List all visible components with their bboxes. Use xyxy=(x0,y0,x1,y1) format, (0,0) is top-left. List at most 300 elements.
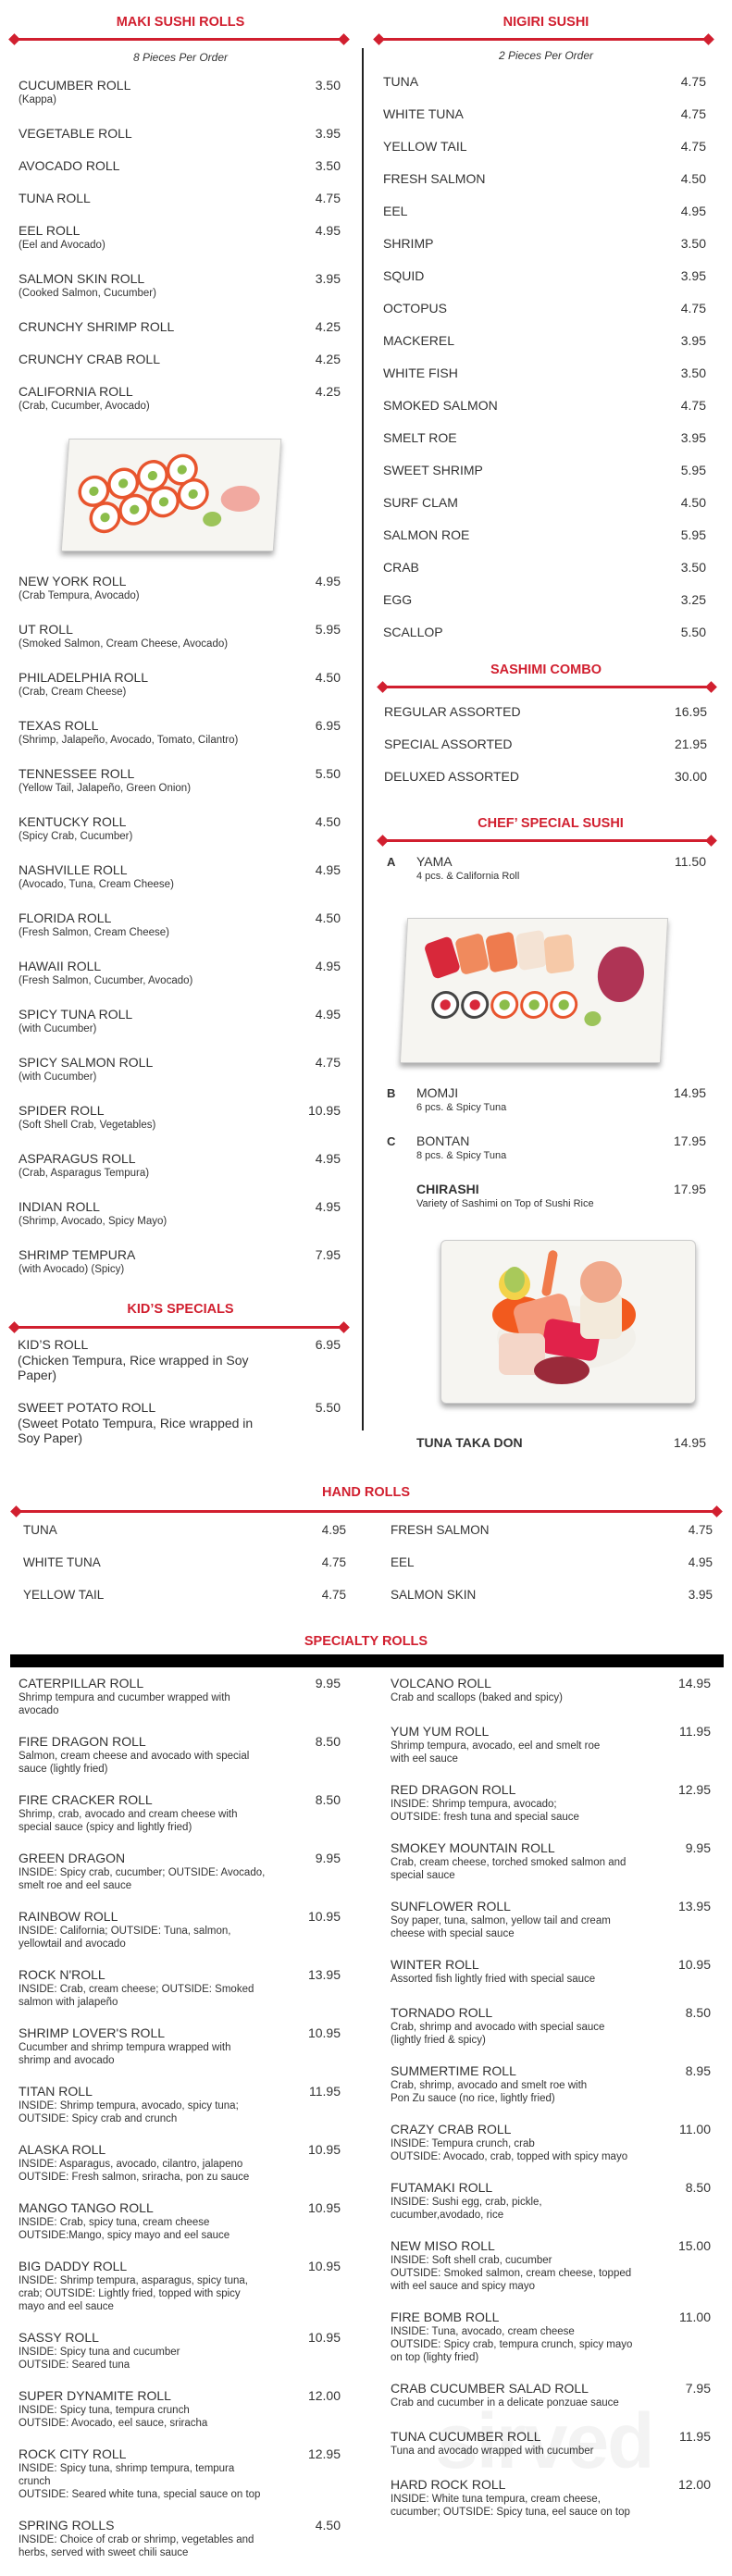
menu-item[interactable] xyxy=(19,1199,341,1247)
chef-list xyxy=(387,1085,706,1230)
item-price: 4.75 xyxy=(688,1523,713,1537)
item-price: 5.50 xyxy=(680,625,706,639)
menu-item[interactable] xyxy=(383,74,706,106)
item-price: 4.75 xyxy=(680,139,706,154)
chef-list xyxy=(387,854,706,902)
chef-section-title: CHEF’ SPECIAL SUSHI xyxy=(478,816,624,831)
item-description: (Crab Tempura, Avocado) xyxy=(19,590,140,601)
menu-item[interactable] xyxy=(19,1967,341,2025)
item-description: (Kappa) xyxy=(19,94,56,105)
menu-item[interactable] xyxy=(19,126,341,158)
item-price: 5.95 xyxy=(315,622,341,637)
item-name: WHITE TUNA xyxy=(23,1555,101,1569)
menu-item[interactable] xyxy=(391,1522,713,1554)
menu-item[interactable] xyxy=(19,384,341,432)
item-name: SMOKEY MOUNTAIN ROLL xyxy=(391,1840,555,1855)
item-description: INSIDE: Sushi egg, crab, pickle, cucumber,avodado, rice xyxy=(391,2197,542,2221)
specialty-list-left xyxy=(19,1676,341,2576)
menu-item[interactable] xyxy=(383,365,706,398)
item-price: 4.50 xyxy=(315,670,341,685)
kids-list xyxy=(18,1337,341,1463)
item-description: INSIDE: Crab, cream cheese; OUTSIDE: Smoked salmon with jalapeño xyxy=(19,1984,254,2008)
item-description: (with Cucumber) xyxy=(19,1071,97,1083)
maki-subtitle: 8 Pieces Per Order xyxy=(132,51,229,64)
item-description: Variety of Sashimi on Top of Sushi Rice xyxy=(416,1198,594,1209)
menu-item[interactable] xyxy=(19,1007,341,1055)
item-name: NEW YORK ROLL xyxy=(19,574,127,588)
menu-item[interactable] xyxy=(23,1522,346,1554)
item-description: Crab, shrimp, avocado and smelt roe with Pon Zu sauce (no rice, lightly fried) xyxy=(391,2080,588,2104)
item-price: 10.95 xyxy=(307,1909,341,1924)
item-name: SWEET POTATO ROLL xyxy=(18,1400,156,1415)
item-description: Cucumber and shrimp tempura wrapped with shrimp and avocado xyxy=(19,2042,231,2066)
item-price: 15.00 xyxy=(677,2238,711,2253)
menu-item[interactable] xyxy=(19,1734,341,1792)
item-description: (Eel and Avocado) xyxy=(19,240,105,251)
menu-item[interactable] xyxy=(391,1587,713,1619)
item-price: 4.95 xyxy=(315,959,341,973)
item-name: SPIDER ROLL xyxy=(19,1103,105,1118)
menu-item[interactable] xyxy=(19,622,341,670)
menu-item[interactable] xyxy=(391,2063,711,2122)
item-description: (Smoked Salmon, Cream Cheese, Avocado) xyxy=(19,638,229,650)
menu-item[interactable] xyxy=(391,2310,711,2381)
item-price: 4.50 xyxy=(315,814,341,829)
item-price: 17.95 xyxy=(673,1182,706,1196)
menu-item[interactable] xyxy=(19,910,341,959)
item-name: UT ROLL xyxy=(19,622,73,637)
menu-item[interactable] xyxy=(19,574,341,622)
item-name: CRUNCHY CRAB ROLL xyxy=(19,352,160,366)
menu-item[interactable] xyxy=(391,1554,713,1587)
item-name: WINTER ROLL xyxy=(391,1957,479,1972)
item-price: 11.95 xyxy=(679,2429,711,2444)
section-divider xyxy=(379,38,708,41)
item-price: 4.75 xyxy=(321,1555,346,1569)
item-price: 11.00 xyxy=(679,2310,711,2324)
item-price: 3.50 xyxy=(680,236,706,251)
menu-item[interactable] xyxy=(19,158,341,191)
item-price: 4.50 xyxy=(315,910,341,925)
item-price: 3.50 xyxy=(315,158,341,173)
item-description: (Crab, Asparagus Tempura) xyxy=(19,1168,150,1179)
menu-item[interactable] xyxy=(19,78,341,126)
menu-item[interactable] xyxy=(19,1151,341,1199)
item-price: 9.95 xyxy=(315,1851,341,1865)
item-description: INSIDE: Soft shell crab, cucumber OUTSIDE: Smoked salmon, cream cheese, topped with eel sauce and spicy mayo xyxy=(391,2255,632,2292)
menu-item[interactable] xyxy=(19,1103,341,1151)
menu-item[interactable] xyxy=(391,1724,711,1782)
item-name: OCTOPUS xyxy=(383,301,447,316)
item-description: (Shrimp, Avocado, Spicy Mayo) xyxy=(19,1216,167,1227)
item-description: INSIDE: Tuna, avocado, cream cheese OUTSIDE: Spicy crab, tempura crunch, spicy mayo on top (lighty fried) xyxy=(391,2326,633,2363)
item-price: 4.50 xyxy=(680,495,706,510)
item-name: ALASKA ROLL xyxy=(19,2142,106,2157)
item-description: Crab, shrimp and avocado with special sauce (lightly fried & spicy) xyxy=(391,2022,605,2046)
item-price: 10.95 xyxy=(307,2142,341,2157)
item-description: (Fresh Salmon, Cream Cheese) xyxy=(19,927,169,938)
item-name: CRAB xyxy=(383,560,419,575)
item-price: 4.75 xyxy=(680,74,706,89)
item-name: WHITE TUNA xyxy=(383,106,464,121)
item-price: 3.50 xyxy=(315,78,341,93)
nigiri-section-title: NIGIRI SUSHI xyxy=(502,15,589,30)
item-description: (Sweet Potato Tempura, Rice wrapped in Soy Paper) xyxy=(18,1416,254,1445)
menu-item[interactable] xyxy=(387,1182,706,1230)
item-name: YELLOW TAIL xyxy=(383,139,467,154)
item-name: SPICY TUNA ROLL xyxy=(19,1007,133,1022)
menu-item[interactable] xyxy=(383,333,706,365)
menu-item[interactable] xyxy=(19,2446,341,2518)
item-name: BIG DADDY ROLL xyxy=(19,2259,128,2273)
item-price: 3.95 xyxy=(688,1588,713,1602)
menu-item[interactable] xyxy=(19,959,341,1007)
item-price: 14.95 xyxy=(677,1676,711,1690)
menu-item[interactable] xyxy=(391,1782,711,1840)
item-name: NEW MISO ROLL xyxy=(391,2238,495,2253)
item-price: 13.95 xyxy=(307,1967,341,1982)
item-price: 11.50 xyxy=(675,854,706,869)
item-name: FLORIDA ROLL xyxy=(19,910,112,925)
yama-photo xyxy=(400,918,668,1063)
nigiri-subtitle: 2 Pieces Per Order xyxy=(498,49,594,62)
wasabi xyxy=(203,512,222,526)
item-price: 10.95 xyxy=(307,2330,341,2345)
nigiri-list xyxy=(383,74,706,657)
item-price: 11.95 xyxy=(679,1724,711,1739)
item-price: 4.75 xyxy=(680,398,706,413)
menu-item[interactable] xyxy=(19,2259,341,2330)
item-description: 4 pcs. & California Roll xyxy=(416,871,520,882)
section-divider xyxy=(383,839,711,842)
item-name: SHRIMP LOVER'S ROLL xyxy=(19,2025,166,2040)
item-name: SASSY ROLL xyxy=(19,2330,99,2345)
menu-item[interactable] xyxy=(19,191,341,223)
item-name: HAWAII ROLL xyxy=(19,959,102,973)
item-price: 4.75 xyxy=(321,1588,346,1602)
item-price: 17.95 xyxy=(673,1133,706,1148)
item-price: 12.95 xyxy=(677,1782,711,1797)
item-name: SWEET SHRIMP xyxy=(383,463,483,477)
item-description: Tuna and avocado wrapped with cucumber xyxy=(391,2446,594,2457)
item-price: 3.50 xyxy=(680,560,706,575)
item-description: (Yellow Tail, Jalapeño, Green Onion) xyxy=(19,783,192,794)
menu-item[interactable] xyxy=(19,862,341,910)
menu-item[interactable] xyxy=(23,1587,346,1619)
item-name: SHRIMP xyxy=(383,236,434,251)
item-price: 5.95 xyxy=(680,527,706,542)
menu-item[interactable] xyxy=(19,1851,341,1909)
item-price: 10.95 xyxy=(307,2025,341,2040)
menu-item[interactable] xyxy=(19,2330,341,2388)
section-divider-bar xyxy=(10,1654,724,1667)
menu-item[interactable] xyxy=(383,268,706,301)
item-description: INSIDE: Asparagus, avocado, cilantro, jalapeno OUTSIDE: Fresh salmon, sriracha, pon zu sauce xyxy=(19,2159,250,2183)
item-name: YELLOW TAIL xyxy=(23,1588,105,1602)
item-description: INSIDE: Shrimp tempura, avocado; OUTSIDE: fresh tuna and special sauce xyxy=(391,1799,579,1823)
item-name: KID’S ROLL xyxy=(18,1337,89,1352)
item-price: 3.95 xyxy=(680,430,706,445)
item-name: AVOCADO ROLL xyxy=(19,158,120,173)
menu-item[interactable] xyxy=(383,592,706,625)
menu-item[interactable] xyxy=(383,236,706,268)
item-price: 7.95 xyxy=(685,2381,711,2396)
item-name: FIRE DRAGON ROLL xyxy=(19,1734,146,1749)
menu-item[interactable] xyxy=(19,1055,341,1103)
menu-item[interactable] xyxy=(383,430,706,463)
hand-rolls-section-title: HAND ROLLS xyxy=(321,1485,411,1500)
sashimi-list xyxy=(384,704,707,801)
item-name: SMOKED SALMON xyxy=(383,398,498,413)
item-price: 3.25 xyxy=(680,592,706,607)
item-name: SALMON ROE xyxy=(383,527,470,542)
menu-item[interactable] xyxy=(387,854,706,902)
item-description: INSIDE: Shrimp tempura, avocado, spicy tuna; OUTSIDE: Spicy crab and crunch xyxy=(19,2100,239,2124)
menu-item[interactable] xyxy=(391,2238,711,2310)
item-price: 13.95 xyxy=(677,1899,711,1913)
item-price: 4.50 xyxy=(315,2518,341,2533)
item-name: GREEN DRAGON xyxy=(19,1851,126,1865)
menu-item[interactable] xyxy=(391,1840,711,1899)
menu-item[interactable] xyxy=(391,1957,711,2005)
menu-item[interactable] xyxy=(23,1554,346,1587)
item-price: 21.95 xyxy=(674,737,707,751)
item-name: SURF CLAM xyxy=(383,495,458,510)
item-price: 4.95 xyxy=(315,1199,341,1214)
item-price: 4.95 xyxy=(315,574,341,588)
item-price: 4.95 xyxy=(315,1151,341,1166)
item-price: 5.50 xyxy=(315,766,341,781)
item-name: SUPER DYNAMITE ROLL xyxy=(19,2388,171,2403)
item-price: 12.95 xyxy=(307,2446,341,2461)
item-name: CRAZY CRAB ROLL xyxy=(391,2122,512,2136)
menu-item[interactable] xyxy=(19,271,341,319)
item-price: 4.75 xyxy=(680,301,706,316)
menu-item[interactable] xyxy=(391,2122,711,2180)
item-description: INSIDE: Spicy tuna and cucumber OUTSIDE: Seared tuna xyxy=(19,2347,180,2371)
item-name: TUNA xyxy=(23,1523,57,1537)
item-price: 4.95 xyxy=(688,1555,713,1569)
column-divider xyxy=(362,48,364,1430)
item-price: 10.95 xyxy=(307,1103,341,1118)
menu-item[interactable] xyxy=(19,718,341,766)
menu-item[interactable] xyxy=(18,1337,341,1400)
specialty-section-title: SPECIALTY ROLLS xyxy=(304,1634,428,1649)
item-name: SCALLOP xyxy=(383,625,443,639)
item-description: INSIDE: California; OUTSIDE: Tuna, salmon, yellowtail and avocado xyxy=(19,1926,231,1950)
item-price: 4.95 xyxy=(315,223,341,238)
menu-item[interactable] xyxy=(383,204,706,236)
item-price: 3.95 xyxy=(680,268,706,283)
item-name: REGULAR ASSORTED xyxy=(384,704,521,719)
menu-item[interactable] xyxy=(391,2180,711,2238)
item-name: FRESH SALMON xyxy=(391,1523,490,1537)
menu-item[interactable] xyxy=(387,1435,706,1483)
item-price: 4.95 xyxy=(680,204,706,218)
item-price: 12.00 xyxy=(307,2388,341,2403)
menu-item[interactable] xyxy=(19,1792,341,1851)
menu-item[interactable] xyxy=(383,495,706,527)
item-name: DELUXED ASSORTED xyxy=(384,769,520,784)
item-price: 4.25 xyxy=(315,319,341,334)
menu-item[interactable] xyxy=(387,1133,706,1182)
item-description: INSIDE: Tempura crunch, crab OUTSIDE: Avocado, crab, topped with spicy mayo xyxy=(391,2138,628,2162)
menu-item[interactable] xyxy=(19,2518,341,2576)
item-price: 3.95 xyxy=(680,333,706,348)
menu-item[interactable] xyxy=(19,2142,341,2200)
item-name: SQUID xyxy=(383,268,425,283)
item-price: 7.95 xyxy=(315,1247,341,1262)
item-price: 12.00 xyxy=(677,2477,711,2492)
menu-item[interactable] xyxy=(19,814,341,862)
menu-item[interactable] xyxy=(383,301,706,333)
section-divider xyxy=(15,1326,343,1329)
item-description: 6 pcs. & Spicy Tuna xyxy=(416,1102,507,1113)
item-price: 11.00 xyxy=(679,2122,711,2136)
menu-item[interactable] xyxy=(391,1899,711,1957)
item-price: 5.50 xyxy=(315,1400,341,1415)
menu-item[interactable] xyxy=(384,737,707,769)
item-price: 8.50 xyxy=(685,2005,711,2020)
section-divider xyxy=(17,1510,716,1513)
item-description: INSIDE: Spicy tuna, tempura crunch OUTSIDE: Avocado, eel sauce, sriracha xyxy=(19,2405,208,2429)
item-price: 10.95 xyxy=(677,1957,711,1972)
menu-item[interactable] xyxy=(19,2200,341,2259)
item-price: 3.50 xyxy=(680,365,706,380)
hand-rolls-list-left xyxy=(23,1522,346,1619)
section-divider xyxy=(15,38,343,41)
california-roll-photo xyxy=(61,439,282,551)
item-description: (Avocado, Tuna, Cream Cheese) xyxy=(19,879,174,890)
item-description: INSIDE: Choice of crab or shrimp, vegetables and herbs, served with sweet chili sauce xyxy=(19,2534,254,2558)
item-letter: A xyxy=(387,855,396,869)
item-description: Assorted fish lightly fried with special sauce xyxy=(391,1974,596,1985)
item-description: (Fresh Salmon, Cucumber, Avocado) xyxy=(19,975,193,986)
item-name: WHITE FISH xyxy=(383,365,458,380)
menu-item[interactable] xyxy=(19,1909,341,1967)
item-description: Soy paper, tuna, salmon, yellow tail and cream cheese with special sauce xyxy=(391,1915,611,1939)
item-description: (Crab, Cucumber, Avocado) xyxy=(19,401,150,412)
menu-item[interactable] xyxy=(19,2084,341,2142)
menu-item[interactable] xyxy=(19,1247,341,1295)
item-name: CRAB CUCUMBER SALAD ROLL xyxy=(391,2381,589,2396)
item-letter: B xyxy=(387,1086,396,1100)
item-description: (Shrimp, Jalapeño, Avocado, Tomato, Cilantro) xyxy=(19,735,239,746)
item-name: TITAN ROLL xyxy=(19,2084,93,2099)
item-letter: C xyxy=(387,1134,396,1148)
item-description: (Chicken Tempura, Rice wrapped in Soy Paper) xyxy=(18,1353,249,1382)
item-name: INDIAN ROLL xyxy=(19,1199,100,1214)
maki-section-title: MAKI SUSHI ROLLS xyxy=(116,15,245,30)
item-price: 14.95 xyxy=(673,1085,706,1100)
menu-item[interactable] xyxy=(19,223,341,271)
item-name: ASPARAGUS ROLL xyxy=(19,1151,136,1166)
item-description: INSIDE: Shrimp tempura, asparagus, spicy tuna, crab; OUTSIDE: Lightly fried, topped with spicy mayo and eel sauce xyxy=(19,2275,248,2312)
item-description: INSIDE: Spicy tuna, shrimp tempura, tempura crunch OUTSIDE: Seared white tuna, special sauce on top xyxy=(19,2463,261,2500)
item-name: TORNADO ROLL xyxy=(391,2005,493,2020)
menu-item[interactable] xyxy=(19,319,341,352)
menu-item[interactable] xyxy=(383,560,706,592)
menu-item[interactable] xyxy=(383,106,706,139)
item-price: 9.95 xyxy=(315,1676,341,1690)
item-price: 8.50 xyxy=(315,1792,341,1807)
menu-item[interactable] xyxy=(19,352,341,384)
menu-item[interactable] xyxy=(383,625,706,657)
ginger xyxy=(220,486,261,512)
item-price: 4.95 xyxy=(321,1523,346,1537)
menu-item[interactable] xyxy=(383,527,706,560)
menu-item[interactable] xyxy=(19,766,341,814)
item-name: ROCK CITY ROLL xyxy=(19,2446,127,2461)
menu-item[interactable] xyxy=(384,704,707,737)
item-description: Crab and scallops (baked and spicy) xyxy=(391,1692,564,1703)
item-name: TENNESSEE ROLL xyxy=(19,766,135,781)
item-name: SALMON SKIN ROLL xyxy=(19,271,145,286)
item-name: VOLCANO ROLL xyxy=(391,1676,491,1690)
item-name: MANGO TANGO ROLL xyxy=(19,2200,154,2215)
item-name: SHRIMP TEMPURA xyxy=(19,1247,136,1262)
item-name: SMELT ROE xyxy=(383,430,457,445)
item-price: 10.95 xyxy=(307,2200,341,2215)
menu-item[interactable] xyxy=(383,171,706,204)
item-price: 10.95 xyxy=(307,2259,341,2273)
item-price: 3.95 xyxy=(315,271,341,286)
item-name: SALMON SKIN xyxy=(391,1588,477,1602)
item-description: 8 pcs. & Spicy Tuna xyxy=(416,1150,507,1161)
item-name: FIRE CRACKER ROLL xyxy=(19,1792,153,1807)
item-description: INSIDE: White tuna tempura, cream cheese, cucumber; OUTSIDE: Spicy tuna, eel sauce on top xyxy=(391,2494,630,2518)
item-name: TEXAS ROLL xyxy=(19,718,99,733)
item-name: EEL ROLL xyxy=(19,223,81,238)
item-name: TUNA TAKA DON xyxy=(416,1435,523,1450)
menu-item[interactable] xyxy=(383,398,706,430)
item-price: 4.25 xyxy=(315,352,341,366)
menu-item[interactable] xyxy=(19,1676,341,1734)
item-name: EEL xyxy=(391,1555,415,1569)
menu-item[interactable] xyxy=(391,2005,711,2063)
item-name: RED DRAGON ROLL xyxy=(391,1782,516,1797)
item-description: (Spicy Crab, Cucumber) xyxy=(19,831,133,842)
item-description: (with Cucumber) xyxy=(19,1023,97,1034)
section-divider xyxy=(383,686,711,688)
menu-item[interactable] xyxy=(391,1676,711,1724)
item-description: INSIDE: Spicy crab, cucumber; OUTSIDE: Avocado, smelt roe and eel sauce xyxy=(19,1867,266,1891)
item-name: TUNA ROLL xyxy=(19,191,91,205)
menu-item[interactable] xyxy=(19,670,341,718)
item-price: 14.95 xyxy=(673,1435,706,1450)
menu-item[interactable] xyxy=(383,139,706,171)
item-description: (Soft Shell Crab, Vegetables) xyxy=(19,1120,156,1131)
item-price: 11.95 xyxy=(309,2084,341,2099)
menu-item[interactable] xyxy=(383,463,706,495)
maki-list xyxy=(19,574,341,1295)
menu-item[interactable] xyxy=(387,1085,706,1133)
item-name: YAMA xyxy=(416,854,453,869)
kids-section-title: KID’S SPECIALS xyxy=(127,1302,234,1317)
item-price: 8.50 xyxy=(685,2180,711,2195)
item-price: 4.25 xyxy=(315,384,341,399)
chef-list xyxy=(387,1435,706,1483)
item-description: (Crab, Cream Cheese) xyxy=(19,687,127,698)
item-price: 6.95 xyxy=(315,1337,341,1352)
menu-item[interactable] xyxy=(384,769,707,801)
item-name: MACKEREL xyxy=(383,333,455,348)
menu-item[interactable] xyxy=(18,1400,341,1463)
menu-item[interactable] xyxy=(19,2025,341,2084)
menu-item[interactable] xyxy=(19,2388,341,2446)
chirashi-photo xyxy=(440,1240,696,1404)
item-description: (with Avocado) (Spicy) xyxy=(19,1264,125,1275)
